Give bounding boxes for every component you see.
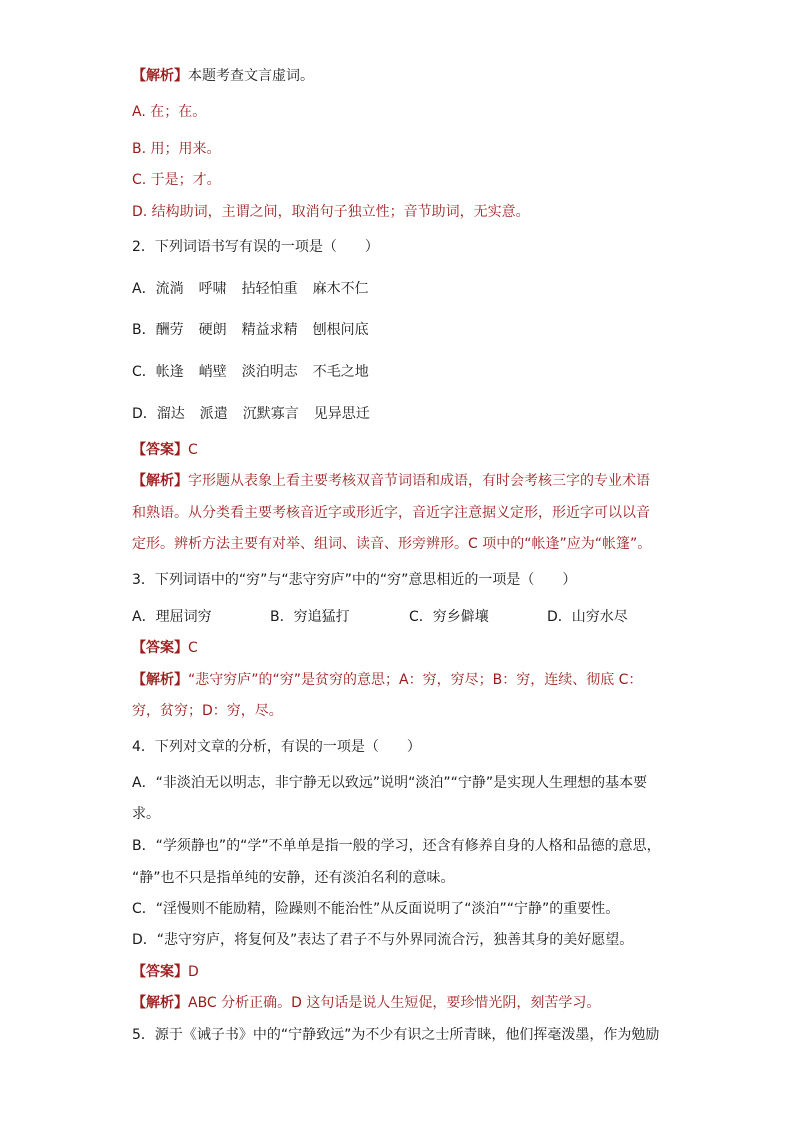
question-5-stem: 5．源于《诫子书》中的“宁静致远”为不少有识之士所青睐，他们挥毫泼墨，作为勉励 bbox=[132, 1027, 660, 1043]
question-4-answer: 【答案】D bbox=[132, 964, 199, 980]
question-2-analysis-line-3: 定形。辨析方法主要有对举、组词、读音、形旁辨形。C 项中的“帐逢”应为“帐篷”。 bbox=[132, 536, 652, 552]
analysis-option-d: D. 结构助词，主谓之间，取消句子独立性；音节助词，无实意。 bbox=[132, 204, 530, 220]
question-2-analysis-line-1: 【解析】字形题从表象上看主要考核双音节词语和成语，有时会考核三字的专业术语 bbox=[132, 473, 650, 489]
analysis-option-b: B. 用；用来。 bbox=[132, 141, 221, 157]
analysis-option-a: A. 在；在。 bbox=[132, 104, 207, 120]
question-4-analysis: 【解析】ABC 分析正确。D 这句话是说人生短促，要珍惜光阴，刻苦学习。 bbox=[132, 995, 601, 1011]
question-2-option-b: B．酬劳 硬朗 精益求精 刨根问底 bbox=[132, 322, 369, 338]
question-4-option-a-line-1: A．“非淡泊无以明志，非宁静无以致远”说明“淡泊”“宁静”是实现人生理想的基本要 bbox=[132, 775, 648, 791]
question-3-stem: 3．下列词语中的“穷”与“悲守穷庐”中的“穷”意思相近的一项是（ ） bbox=[132, 572, 577, 588]
question-2-analysis-line-2: 和熟语。从分类看主要考核音近字或形近字，音近字注意据义定形，形近字可以以音 bbox=[132, 505, 650, 521]
question-4-option-c: C．“淫慢则不能励精，险躁则不能治性”从反面说明了“淡泊”“宁静”的重要性。 bbox=[132, 901, 620, 917]
question-4-option-b-line-2: “静”也不只是指单纯的安静，还有淡泊名利的意味。 bbox=[132, 870, 455, 886]
question-4-option-a-line-2: 求。 bbox=[132, 806, 160, 822]
question-2-option-c: C．帐逢 峭壁 淡泊明志 不毛之地 bbox=[132, 364, 369, 380]
question-3-option-b: B．穷追猛打 bbox=[270, 609, 350, 625]
question-4-option-b-line-1: B．“学须静也”的“学”不单单是指一般的学习，还含有修养自身的人格和品德的意思， bbox=[132, 838, 661, 854]
question-3-option-a: A．理屈词穷 bbox=[132, 609, 212, 625]
question-2-answer: 【答案】C bbox=[132, 442, 198, 458]
question-2-option-a: A．流淌 呼啸 拈轻怕重 麻木不仁 bbox=[132, 281, 369, 297]
question-2-stem: 2．下列词语书写有误的一项是（ ） bbox=[132, 239, 379, 255]
question-4-stem: 4．下列对文章的分析，有误的一项是（ ） bbox=[132, 739, 421, 755]
question-3-analysis-line-2: 穷，贫穷；D：穷，尽。 bbox=[132, 703, 283, 719]
analysis-text: 本题考查文言虚词。 bbox=[188, 68, 314, 84]
question-3-option-c: C．穷乡僻壤 bbox=[409, 609, 489, 625]
analysis-option-c: C. 于是；才。 bbox=[132, 172, 221, 188]
question-2-option-d: D．溜达 派遣 沉默寡言 见异思迁 bbox=[132, 406, 370, 422]
analysis-line bbox=[132, 66, 314, 86]
question-3-analysis-line-1: 【解析】“悲守穷庐”的“穷”是贫穷的意思；A：穷，穷尽；B：穷，连续、彻底 C： bbox=[132, 672, 643, 688]
question-3-answer: 【答案】C bbox=[132, 640, 198, 656]
question-4-option-d: D．“悲守穷庐，将复何及”表达了君子不与外界同流合污，独善其身的美好愿望。 bbox=[132, 932, 634, 948]
question-3-option-d: D．山穷水尽 bbox=[547, 609, 628, 625]
analysis-tag: 【解析】 bbox=[132, 68, 188, 84]
